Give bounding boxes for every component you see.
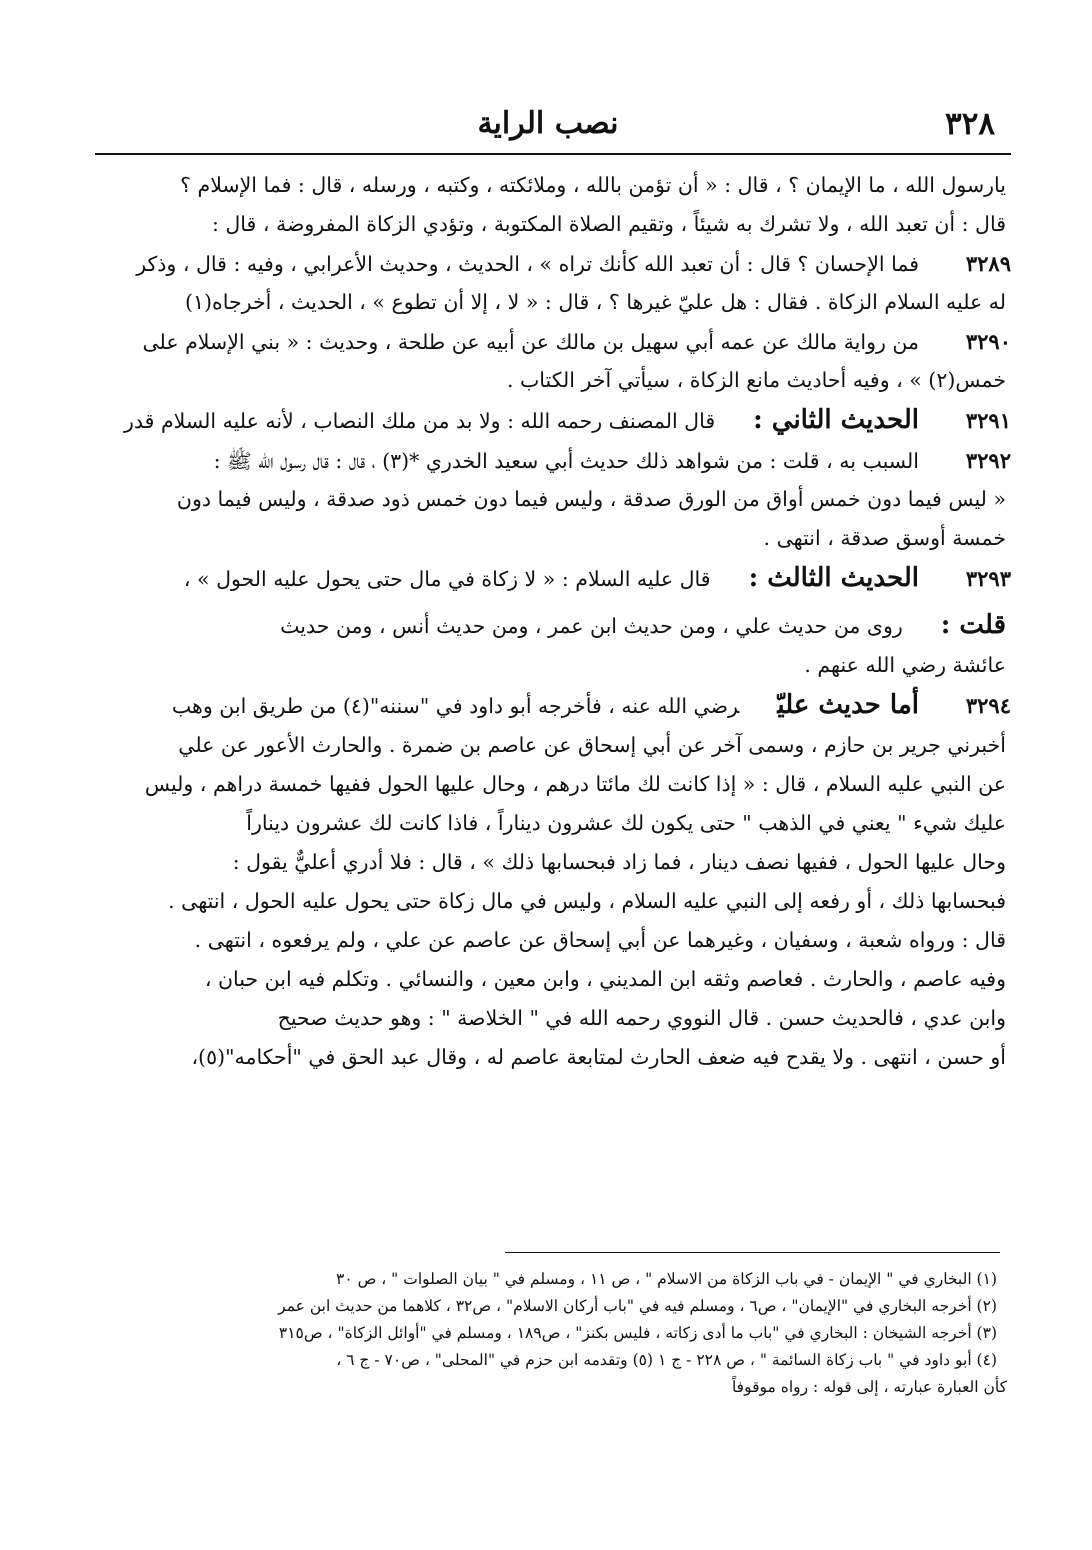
section-heading: الحديث الثالث :	[748, 563, 919, 593]
footnote-3: (٣) أخرجه الشيخان : البخاري في "باب ما أدى زكاته ، فليس بكنز" ، ص١٨٩ ، ومسلم في "أوائل الزكاة" ، ص٣١٥	[278, 1324, 997, 1342]
paragraph-3292: ٣٢٩٢السبب به ، قلت : من شواهد ذلك حديث أبي سعيد الخدري *(٣) ، قال : قال رسول الله ﷺ :	[95, 441, 1011, 480]
paragraph-number: ٣٢٩٣	[965, 566, 1011, 591]
text-line: فبحسابها ذلك ، أو رفعه إلى النبي عليه السلام ، وليس في مال زكاة حتى يحول عليه الحول ، انتهى .	[168, 889, 1006, 913]
section-heading: الحديث الثاني :	[753, 405, 919, 435]
paragraph-3290: ٣٢٩٠من رواية مالك عن عمه أبي سهيل بن مالك عن أبيه عن طلحة ، وحديث : « بني الإسلام على	[95, 322, 1011, 361]
header-divider	[95, 153, 1011, 155]
paragraph-3293: ٣٢٩٣الحديث الثالث :قال عليه السلام : « لا زكاة في مال حتى يحول عليه الحول » ،	[95, 558, 1011, 599]
qultu-heading: قلت :	[940, 610, 1006, 640]
page-header	[95, 96, 1001, 146]
footnote-4: (٤) أبو داود في " باب زكاة السائمة " ، ص ٢٢٨ - ج ١ (٥) وتقدمه ابن حزم في "المحلى" ، ص٧٠ - ج ٦ ،	[336, 1351, 997, 1369]
paragraph-number: ٣٢٩١	[965, 408, 1011, 433]
footnote-2: (٢) أخرجه البخاري في "الإيمان" ، ص٦ ، ومسلم فيه في "باب أركان الاسلام" ، ص٣٢ ، كلاهما من حديث ابن عمر	[278, 1297, 997, 1315]
paragraph-number: ٣٢٩٤	[965, 693, 1011, 718]
text-line: وحال عليها الحول ، ففيها نصف دينار ، فما زاد فبحسابها ذلك » ، قال : فلا أدري أعليٌّ يقول :	[232, 850, 1006, 874]
text-line: قال : ورواه شعبة ، وسفيان ، وغيرهما عن أبي إسحاق عن عاصم عن علي ، ولم يرفعوه ، انتهى .	[194, 928, 1006, 952]
book-title: نصب الراية	[477, 106, 619, 141]
text-line: « ليس فيما دون خمس أواق من الورق صدقة ، وليس فيما دون خمس ذود صدقة ، وليس فيما دون	[176, 487, 1006, 511]
footnote-divider	[505, 1252, 1000, 1253]
paragraph-3294: ٣٢٩٤أما حديث عليّرضي الله عنه ، فأخرجه أبو داود في "سننه"(٤) من طريق ابن وهب	[95, 685, 1011, 726]
footnote-continuation: كأن العبارة عبارته ، إلى قوله : رواه موقوفاً	[731, 1378, 1007, 1396]
text-line: يارسول الله ، ما الإيمان ؟ ، قال : « أن تؤمن بالله ، وملائكته ، وكتبه ، ورسله ، قال : فما الإسلام ؟	[180, 173, 1006, 197]
text-line: قال : أن تعبد الله ، ولا تشرك به شيئاً ، وتقيم الصلاة المكتوبة ، وتؤدي الزكاة المفروضة ، قال :	[211, 212, 1006, 236]
text-line: قلت :روى من حديث علي ، ومن حديث ابن عمر ، ومن حديث أنس ، ومن حديث	[280, 610, 1006, 640]
section-heading: أما حديث عليّ	[777, 690, 919, 720]
text-line: له عليه السلام الزكاة . فقال : هل عليّ غيرها ؟ ، قال : « لا ، إلا أن تطوع » ، الحديث ، أخرجاه(١)	[185, 290, 1006, 314]
paragraph-3291: ٣٢٩١الحديث الثاني :قال المصنف رحمه الله : ولا بد من ملك النصاب ، لأنه عليه السلام قدر	[95, 400, 1011, 441]
text-line: وابن عدي ، فالحديث حسن . قال النووي رحمه الله في " الخلاصة " : وهو حديث صحيح	[277, 1006, 1006, 1030]
paragraph-number: ٣٢٨٩	[965, 251, 1011, 276]
text-line: عن النبي عليه السلام ، قال : « إذا كانت لك مائتا درهم ، وحال عليها الحول ففيها خمسة دراهم ، وليس	[144, 772, 1006, 796]
footnotes	[95, 1266, 1011, 1401]
paragraph-3289: ٣٢٨٩فما الإحسان ؟ قال : أن تعبد الله كأنك تراه » ، الحديث ، وحديث الأعرابي ، وفيه : قال ، وذكر	[95, 244, 1011, 283]
paragraph-number: ٣٢٩٠	[965, 329, 1011, 354]
text-line: عائشة رضي الله عنهم .	[804, 653, 1006, 677]
text-line: خمسة أوسق صدقة ، انتهى .	[763, 526, 1006, 550]
text-line: خمس(٢) » ، وفيه أحاديث مانع الزكاة ، سيأتي آخر الكتاب .	[506, 368, 1006, 392]
text-line: عليك شيء " يعني في الذهب " حتى يكون لك عشرون ديناراً ، فاذا كانت لك عشرون ديناراً	[246, 811, 1006, 835]
text-line: أخبرني جرير بن حازم ، وسمى آخر عن أبي إسحاق عن عاصم بن ضمرة . والحارث الأعور عن علي	[178, 733, 1006, 757]
paragraph-number: ٣٢٩٢	[965, 448, 1011, 473]
page-number: ٣٢٨	[945, 106, 995, 142]
main-text	[95, 166, 1011, 1077]
text-line: أو حسن ، انتهى . ولا يقدح فيه ضعف الحارث لمتابعة عاصم له ، وقال عبد الحق في "أحكامه"(٥)،	[191, 1045, 1006, 1069]
footnote-1: (١) البخاري في " الإيمان - في باب الزكاة من الاسلام " ، ص ١١ ، ومسلم في " بيان الصلوات " ، ص ٣٠	[336, 1270, 997, 1288]
text-line: وفيه عاصم ، والحارث . فعاصم وثقه ابن المديني ، وابن معين ، والنسائي . وتكلم فيه ابن حبان ،	[204, 967, 1006, 991]
